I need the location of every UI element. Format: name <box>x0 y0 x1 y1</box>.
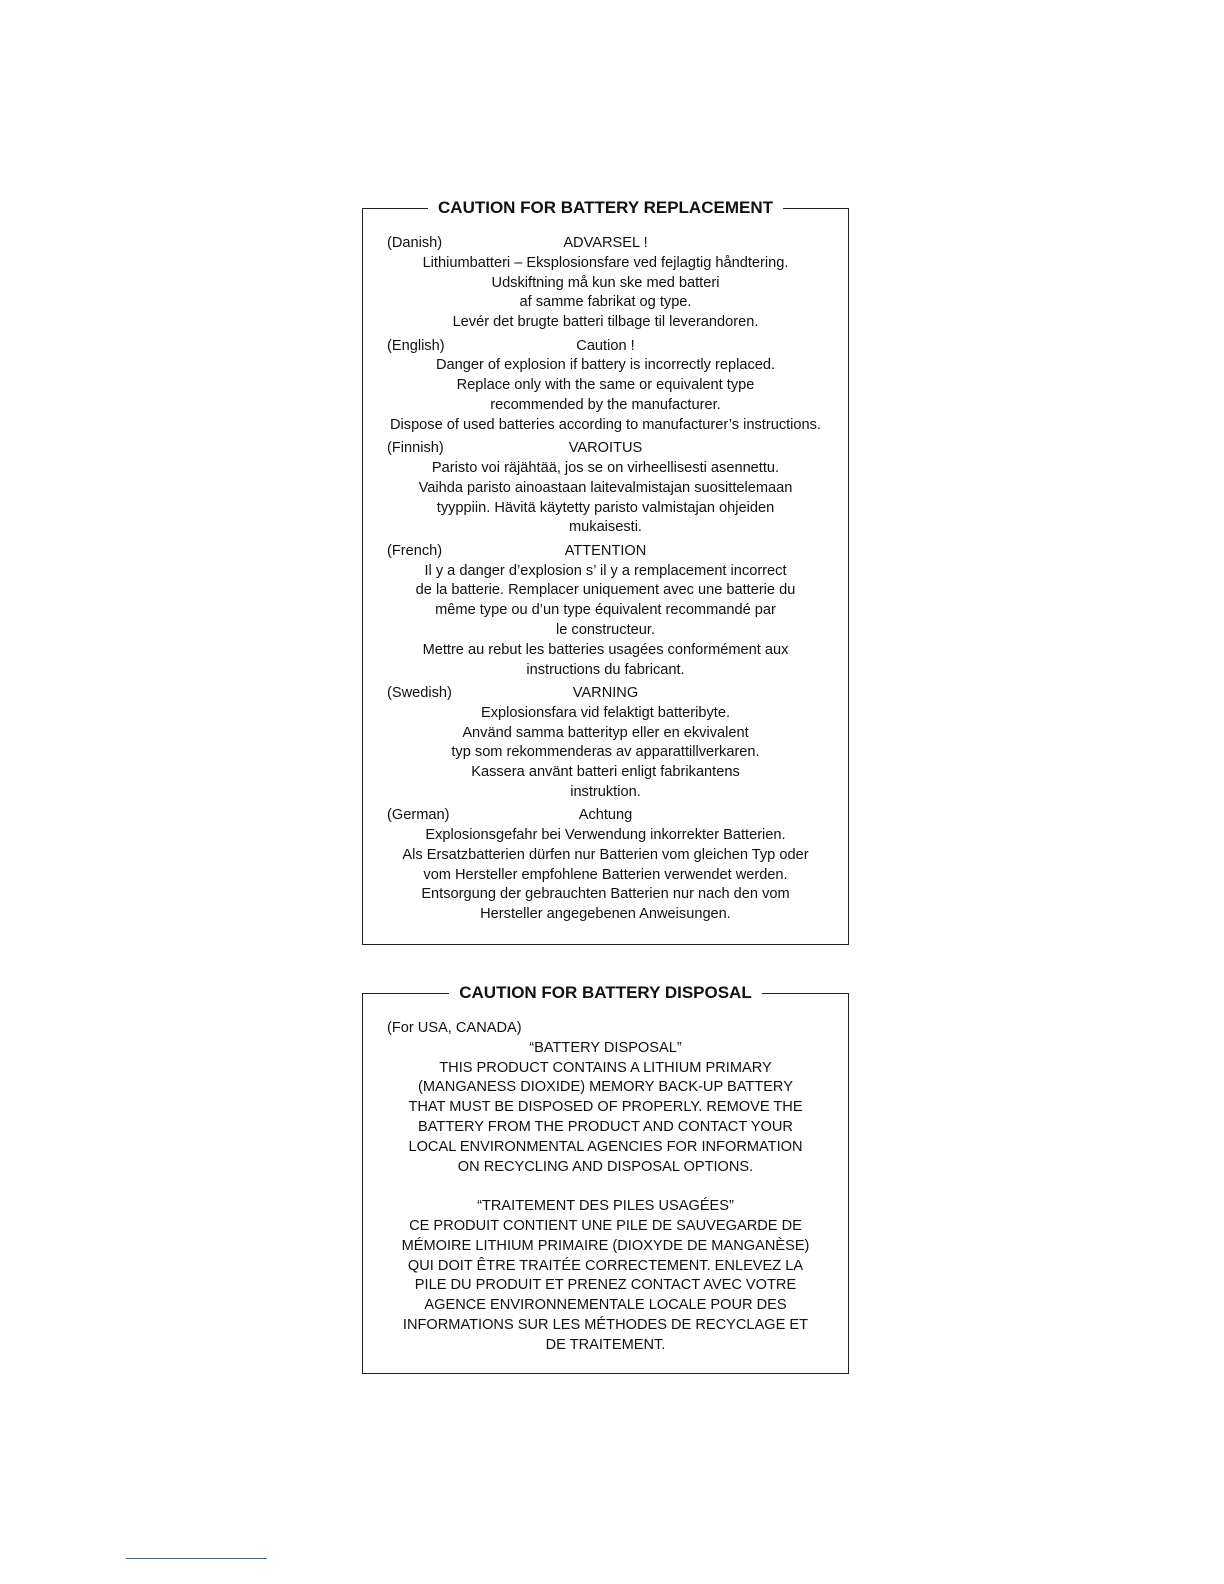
caution-line: Danger of explosion if battery is incorrectly replaced. <box>435 357 776 374</box>
caution-line: instruktion. <box>570 783 641 800</box>
caution-section-header <box>363 337 848 357</box>
caution-line: le constructeur. <box>556 621 655 638</box>
caution-line: Il y a danger d’explosion s’ il y a remplacement incorrect <box>424 562 787 579</box>
disposal-french-line: DE TRAITEMENT. <box>545 1336 666 1353</box>
caution-heading: VARNING <box>572 684 639 701</box>
caution-section-header <box>363 234 848 254</box>
disposal-french-line: CE PRODUIT CONTIENT UNE PILE DE SAUVEGARDE DE <box>409 1217 802 1234</box>
disposal-english-line: ON RECYCLING AND DISPOSAL OPTIONS. <box>457 1158 754 1175</box>
battery-disposal-caution-box <box>362 983 849 1374</box>
caution-line: de la batterie. Remplacer uniquement avec une batterie du <box>415 582 796 599</box>
disposal-caution-title: CAUTION FOR BATTERY DISPOSAL <box>363 983 848 1003</box>
caution-section-header <box>363 542 848 562</box>
disposal-english-line: (MANGANESS DIOXIDE) MEMORY BACK-UP BATTERY <box>418 1079 793 1096</box>
caution-section <box>363 234 848 333</box>
caution-line: Kassera använt batteri enligt fabrikantens <box>471 764 740 781</box>
caution-line: Använd samma batterityp eller en ekvivalent <box>462 724 749 741</box>
caution-line: Explosionsgefahr bei Verwendung inkorrekter Batterien. <box>425 827 786 844</box>
caution-section <box>363 337 848 436</box>
disposal-region-label: (For USA, CANADA) <box>387 1020 522 1036</box>
caution-line: Hersteller angegebenen Anweisungen. <box>480 906 731 923</box>
caution-line: recommended by the manufacturer. <box>490 396 721 413</box>
caution-line: Dispose of used batteries according to manufacturer’s instructions. <box>389 416 821 433</box>
disposal-english-heading: “BATTERY DISPOSAL” <box>529 1039 682 1056</box>
replacement-caution-sections <box>363 234 848 929</box>
caution-line: Explosionsfara vid felaktigt batteribyte. <box>480 704 731 721</box>
caution-section <box>363 806 848 925</box>
caution-section <box>363 684 848 803</box>
caution-line: Paristo voi räjähtää, jos se on virheellisesti asennettu. <box>431 459 780 476</box>
caution-line: Mettre au rebut les batteries usagées conformément aux <box>422 641 789 658</box>
caution-heading: Achtung <box>578 807 633 824</box>
caution-heading: VAROITUS <box>568 440 643 457</box>
disposal-french-line: MÉMOIRE LITHIUM PRIMAIRE (DIOXYDE DE MANGANÈSE) <box>401 1237 810 1254</box>
caution-line: instructions du fabricant. <box>526 661 685 678</box>
caution-heading: ATTENTION <box>564 542 647 559</box>
caution-section-header <box>363 806 848 826</box>
caution-line: tyyppiin. Hävitä käytetty paristo valmistajan ohjeiden <box>436 499 775 516</box>
caution-section <box>363 439 848 538</box>
language-label: (Swedish) <box>387 684 452 701</box>
disposal-french-line: INFORMATIONS SUR LES MÉTHODES DE RECYCLAGE ET <box>402 1316 809 1333</box>
caution-line: vom Hersteller empfohlene Batterien verwendet werden. <box>423 866 788 883</box>
language-label: (English) <box>387 337 445 354</box>
disposal-french-text <box>363 1217 848 1356</box>
language-label: (German) <box>387 807 450 824</box>
caution-heading: ADVARSEL ! <box>563 235 648 251</box>
caution-section <box>363 542 848 681</box>
caution-section-header <box>363 439 848 459</box>
replacement-caution-title: CAUTION FOR BATTERY REPLACEMENT <box>363 198 848 218</box>
footnote-divider <box>126 1558 267 1559</box>
caution-line: Lithiumbatteri – Eksplosionsfare ved fejlagtig håndtering. <box>422 254 789 271</box>
disposal-english-text <box>363 1059 848 1178</box>
caution-section-header <box>363 684 848 704</box>
caution-heading: Caution ! <box>576 337 635 354</box>
caution-line: même type ou d’un type équivalent recommandé par <box>435 602 776 619</box>
caution-line: Udskiftning må kun ske med batteri <box>491 274 720 291</box>
caution-line: Als Ersatzbatterien dürfen nur Batterien vom gleichen Typ oder <box>402 846 809 863</box>
caution-line: mukaisesti. <box>569 519 642 536</box>
language-label: (French) <box>387 542 443 559</box>
language-label: (Danish) <box>387 235 443 251</box>
disposal-english-line: THAT MUST BE DISPOSED OF PROPERLY. REMOVE THE <box>408 1099 803 1116</box>
caution-line: Entsorgung der gebrauchten Batterien nur nach den vom <box>421 886 790 903</box>
caution-line: af samme fabrikat og type. <box>519 294 692 311</box>
disposal-english-line: BATTERY FROM THE PRODUCT AND CONTACT YOUR <box>418 1118 793 1135</box>
caution-line: typ som rekommenderas av apparattillverkaren. <box>451 744 760 761</box>
disposal-french-line: PILE DU PRODUIT ET PRENEZ CONTACT AVEC VOTRE <box>414 1277 797 1294</box>
spacer <box>363 1177 848 1197</box>
disposal-caution-content <box>363 1019 848 1356</box>
caution-line: Vaihda paristo ainoastaan laitevalmistajan suosittelemaan <box>418 479 793 496</box>
caution-line: Levér det brugte batteri tilbage til leverandoren. <box>452 314 759 331</box>
battery-replacement-caution-box <box>362 198 849 945</box>
disposal-french-heading: “TRAITEMENT DES PILES USAGÉES” <box>477 1198 734 1215</box>
disposal-english-line: LOCAL ENVIRONMENTAL AGENCIES FOR INFORMATION <box>408 1138 803 1155</box>
disposal-english-line: THIS PRODUCT CONTAINS A LITHIUM PRIMARY <box>439 1059 772 1076</box>
caution-line: Replace only with the same or equivalent type <box>456 377 755 394</box>
disposal-french-line: AGENCE ENVIRONNEMENTALE LOCALE POUR DES <box>424 1297 787 1314</box>
disposal-french-line: QUI DOIT ÊTRE TRAITÉE CORRECTEMENT. ENLEVEZ LA <box>407 1257 804 1274</box>
language-label: (Finnish) <box>387 440 444 457</box>
